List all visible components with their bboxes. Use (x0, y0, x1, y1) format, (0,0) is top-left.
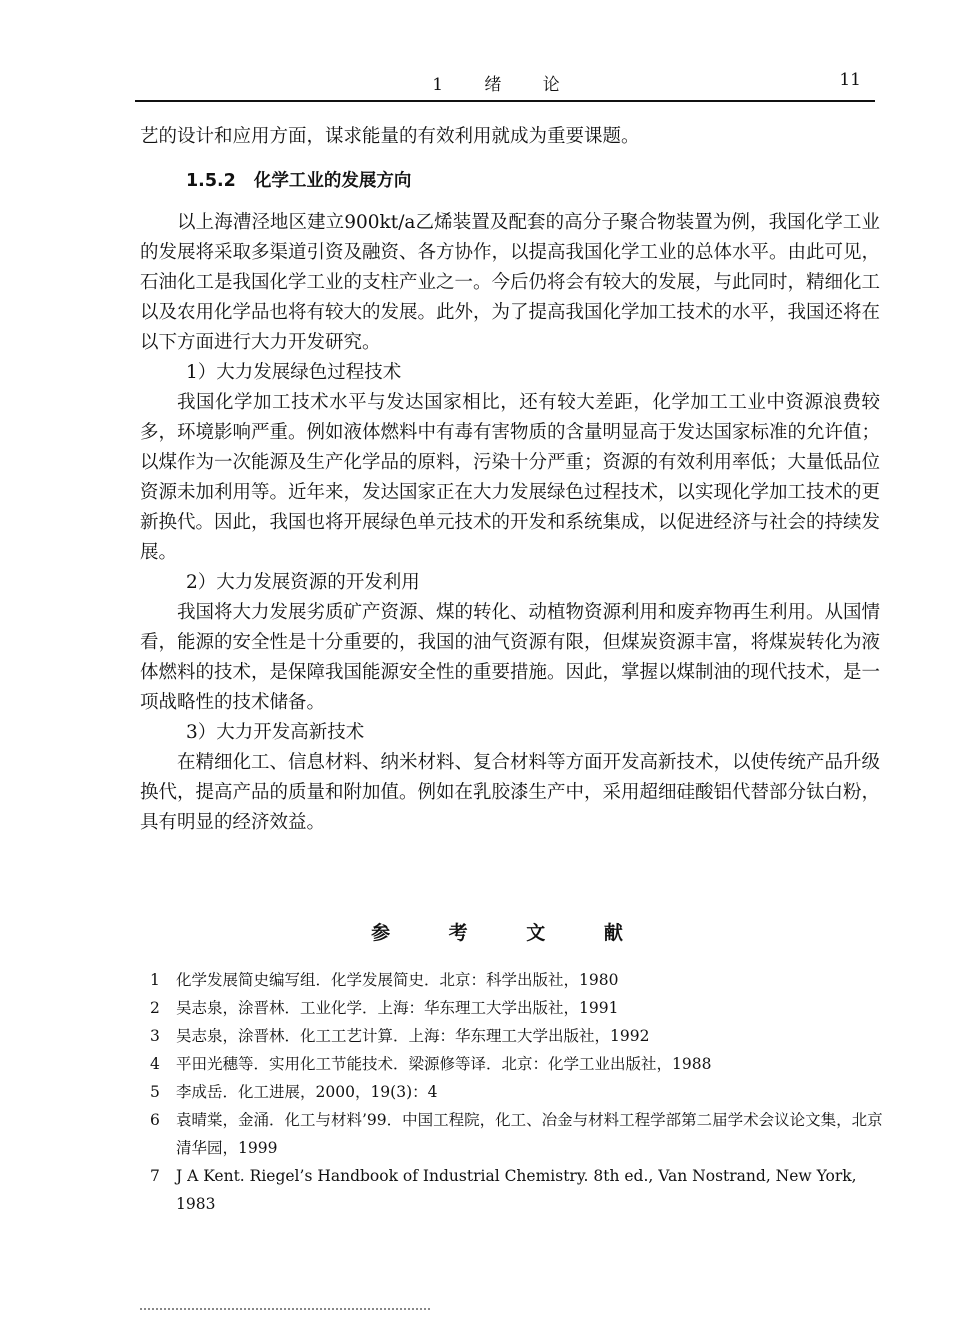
chapter-title: 1 绪 论 (432, 75, 578, 95)
reference-text: 袁晴棠，金涌．化工与材料’99．中国工程院，化工、冶金与材料工程学部第二届学术会议论文集，北京清华园，1999 (176, 1111, 883, 1157)
continuation-paragraph: 艺的设计和应用方面，谋求能量的有效利用就成为重要课题。 (140, 126, 640, 147)
reference-number: 6 (150, 1111, 160, 1129)
item-heading-2: 2）大力发展资源的开发利用 (186, 572, 420, 593)
body-text (140, 122, 880, 838)
page-number: 11 (839, 70, 861, 90)
item-paragraph-3: 在精细化工、信息材料、纳米材料、复合材料等方面开发高新技术，以使传统产品升级换代，提高产品的质量和附加值。例如在乳胶漆生产中，采用超细硅酸铝代替部分钛白粉，具有明显的经济效益。 (140, 752, 881, 833)
reference-number: 1 (150, 971, 160, 989)
reference-text: 李成岳．化工进展，2000，19(3)：4 (176, 1083, 438, 1101)
reference-number: 2 (150, 999, 160, 1017)
reference-number: 7 (150, 1167, 160, 1185)
item-paragraph-2: 我国将大力发展劣质矿产资源、煤的转化、动植物资源利用和废弃物再生利用。从国情看，能源的安全性是十分重要的，我国的油气资源有限，但煤炭资源丰富，将煤炭转化为液体燃料的技术，是保障我国能源安全性的重要措施。因此，掌握以煤制油的现代技术，是一项战略性的技术储备。 (140, 602, 881, 713)
running-header (135, 66, 875, 102)
reference-item (140, 1022, 888, 1050)
item-heading-3: 3）大力开发高新技术 (186, 722, 365, 743)
section-heading (140, 166, 880, 196)
reference-number: 4 (150, 1055, 160, 1073)
reference-number: 5 (150, 1083, 160, 1101)
reference-text: J A Kent. Riegel’s Handbook of Industrial Chemistry. 8th ed., Van Nostrand, New York, 1983 (176, 1167, 857, 1213)
reference-item (140, 1106, 888, 1162)
item-paragraph-1: 我国化学加工技术水平与发达国家相比，还有较大差距，化学加工工业中资源浪费较多，环境影响严重。例如液体燃料中有毒有害物质的含量明显高于发达国家标准的允许值；以煤作为一次能源及生产化学品的原料，污染十分严重；资源的有效利用率低；大量低品位资源未加利用等。近年来，发达国家正在大力发展绿色过程技术，以实现化学加工技术的更新换代。因此，我国也将开展绿色单元技术的开发和系统集成，以促进经济与社会的持续发展。 (140, 392, 881, 563)
reference-item (140, 1078, 888, 1106)
scan-artifact-line (140, 1308, 430, 1313)
reference-item (140, 1050, 888, 1078)
references-title: 参 考 文 献 (371, 922, 649, 944)
reference-text: 化学发展简史编写组．化学发展简史．北京：科学出版社，1980 (176, 971, 619, 989)
section-title: 化学工业的发展方向 (253, 171, 412, 191)
reference-item (140, 994, 888, 1022)
reference-text: 吴志泉，涂晋林．工业化学．上海：华东理工大学出版社，1991 (176, 999, 619, 1017)
intro-paragraph: 以上海漕泾地区建立900kt/a乙烯装置及配套的高分子聚合物装置为例，我国化学工业的发展将采取多渠道引资及融资、各方协作，以提高我国化学工业的总体水平。由此可见，石油化工是我国化学工业的支柱产业之一。今后仍将会有较大的发展，与此同时，精细化工以及农用化学品也将有较大的发展。此外，为了提高我国化学加工技术的水平，我国还将在以下方面进行大力开发研究。 (140, 212, 881, 353)
reference-item (140, 966, 888, 994)
reference-text: 吴志泉，涂晋林．化工工艺计算．上海：华东理工大学出版社，1992 (176, 1027, 650, 1045)
references-list (140, 966, 888, 1218)
reference-text: 平田光穗等．实用化工节能技术．梁源修等译．北京：化学工业出版社，1988 (176, 1055, 712, 1073)
reference-number: 3 (150, 1027, 160, 1045)
section-number: 1.5.2 (186, 171, 236, 191)
item-heading-1: 1）大力发展绿色过程技术 (186, 362, 402, 383)
reference-item (140, 1162, 888, 1218)
